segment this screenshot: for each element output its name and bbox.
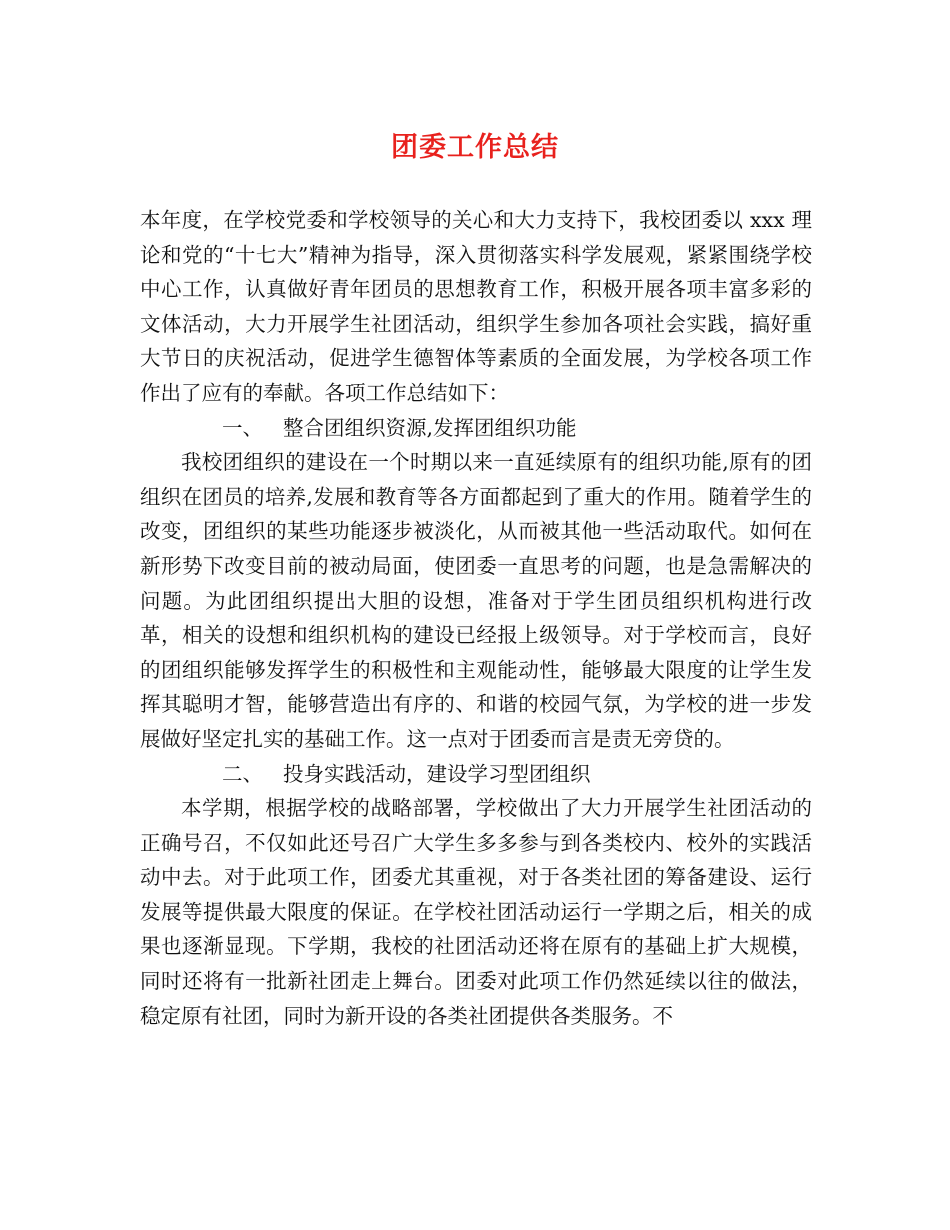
section-2-heading-text: 投身实践活动，建设学习型团组织 xyxy=(283,761,591,786)
section-1-paragraph: 我校团组织的建设在一个时期以来一直延续原有的组织功能,原有的团组织在团员的培养,发展和教育等各方面都起到了重大的作用。随着学生的改变，团组织的某些功能逐步被淡化，从而被其他一些活动取代。如何在新形势下改变目前的被动局面，使团委一直思考的问题，也是急需解决的问题。为此团组织提出大胆的设想，准备对于学生团员组织机构进行改革，相关的设想和组织机构的建设已经报上级领导。对于学校而言，良好的团组织能够发挥学生的积极性和主观能动性，能够最大限度的让学生发挥其聪明才智，能够营造出有序的、和谐的校园气氛，为学校的进一步发展做好坚定扎实的基础工作。这一点对于团委而言是责无旁贷的。 xyxy=(140,450,812,751)
document-body xyxy=(140,203,812,1033)
section-1-heading-text: 整合团组织资源,发挥团组织功能 xyxy=(283,415,577,440)
section-2-number: 二、 xyxy=(222,761,263,786)
section-2-paragraph: 本学期，根据学校的战略部署，学校做出了大力开展学生社团活动的正确号召，不仅如此还号召广大学生多多参与到各类校内、校外的实践活动中去。对于此项工作，团委尤其重视，对于各类社团的筹备建设、运行发展等提供最大限度的保证。在学校社团活动运行一学期之后，相关的成果也逐渐显现。下学期，我校的社团活动还将在原有的基础上扩大规模，同时还将有一批新社团走上舞台。团委对此项工作仍然延续以往的做法，稳定原有社团，同时为新开设的各类社团提供各类服务。不 xyxy=(140,796,812,1028)
intro-paragraph: 本年度，在学校党委和学校领导的关心和大力支持下，我校团委以 xxx 理论和党的“十七大”精神为指导，深入贯彻落实科学发展观，紧紧围绕学校中心工作，认真做好青年团员的思想教育工作，积极开展各项丰富多彩的文体活动，大力开展学生社团活动，组织学生参加各项社会实践，搞好重大节日的庆祝活动，促进学生德智体等素质的全面发展，为学校各项工作作出了应有的奉献。各项工作总结如下： xyxy=(140,208,812,405)
document-title: 团委工作总结 xyxy=(391,132,559,163)
section-1-heading xyxy=(140,411,812,446)
section-2-heading xyxy=(140,757,812,792)
section-1-number: 一、 xyxy=(222,415,263,440)
